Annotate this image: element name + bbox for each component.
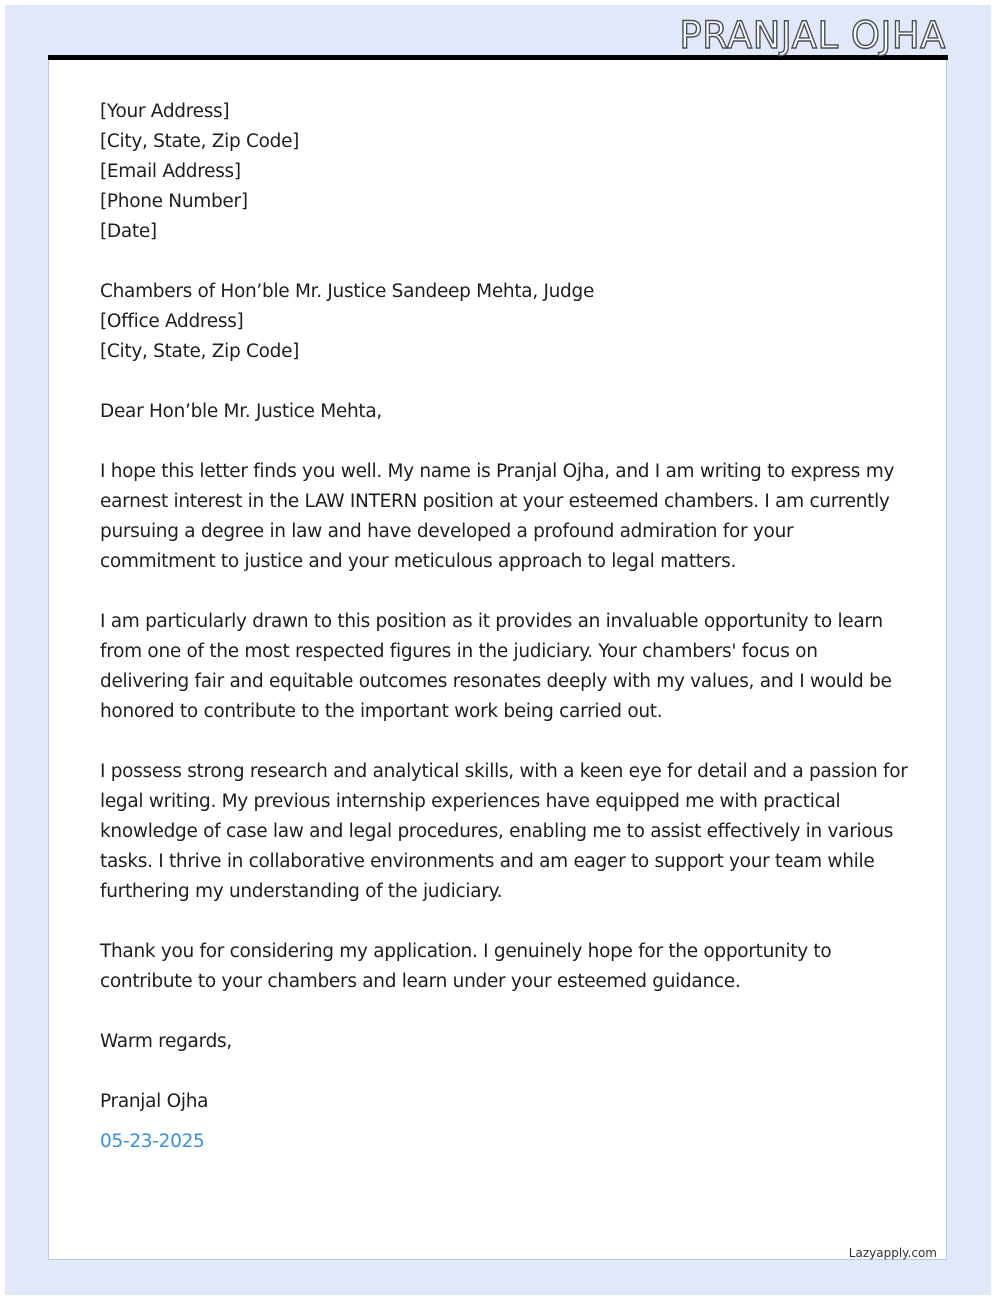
- letter-body: [100, 97, 908, 1157]
- recipient-city-state-zip: [City, State, Zip Code]: [100, 341, 300, 362]
- paragraph-3-line: tasks. I thrive in collaborative environments and am eager to support your team while: [100, 851, 875, 872]
- paragraph-3-line: legal writing. My previous internship experiences have equipped me with practical: [100, 791, 841, 812]
- sender-phone: [Phone Number]: [100, 191, 248, 212]
- paragraph-1-line: pursuing a degree in law and have developed a profound admiration for your: [100, 521, 794, 542]
- salutation: Dear Hon’ble Mr. Justice Mehta,: [100, 401, 382, 422]
- footer-watermark: Lazyapply.com: [848, 1246, 937, 1260]
- paragraph-3-line: knowledge of case law and legal procedures, enabling me to assist effectively in various: [100, 821, 894, 842]
- sender-date: [Date]: [100, 221, 157, 242]
- signature-name: Pranjal Ojha: [100, 1091, 209, 1112]
- paragraph-2-line: honored to contribute to the important work being carried out.: [100, 701, 663, 722]
- paragraph-1-line: I hope this letter finds you well. My name is Pranjal Ojha, and I am writing to express my: [100, 461, 895, 482]
- paragraph-1-line: commitment to justice and your meticulous approach to legal matters.: [100, 551, 737, 572]
- signed-date: 05-23-2025: [100, 1131, 205, 1152]
- paragraph-2-line: I am particularly drawn to this position as it provides an invaluable opportunity to learn: [100, 611, 883, 632]
- recipient-name: Chambers of Hon’ble Mr. Justice Sandeep Mehta, Judge: [100, 281, 595, 302]
- closing: Warm regards,: [100, 1031, 232, 1052]
- sender-city-state-zip: [City, State, Zip Code]: [100, 131, 300, 152]
- sender-address: [Your Address]: [100, 101, 230, 122]
- paragraph-2-line: from one of the most respected figures in the judiciary. Your chambers' focus on: [100, 641, 818, 662]
- paragraph-2-line: delivering fair and equitable outcomes resonates deeply with my values, and I would be: [100, 671, 892, 692]
- paragraph-4-line: Thank you for considering my application. I genuinely hope for the opportunity to: [100, 941, 832, 962]
- paragraph-3-line: I possess strong research and analytical skills, with a keen eye for detail and a passion for: [100, 761, 908, 782]
- recipient-office-address: [Office Address]: [100, 311, 244, 332]
- header-name: PRANJAL OJHA: [679, 14, 946, 57]
- sender-email: [Email Address]: [100, 161, 241, 182]
- paragraph-4-line: contribute to your chambers and learn under your esteemed guidance.: [100, 971, 741, 992]
- paragraph-1-line: earnest interest in the LAW INTERN position at your esteemed chambers. I am currently: [100, 491, 890, 512]
- paragraph-3-line: furthering my understanding of the judiciary.: [100, 881, 503, 902]
